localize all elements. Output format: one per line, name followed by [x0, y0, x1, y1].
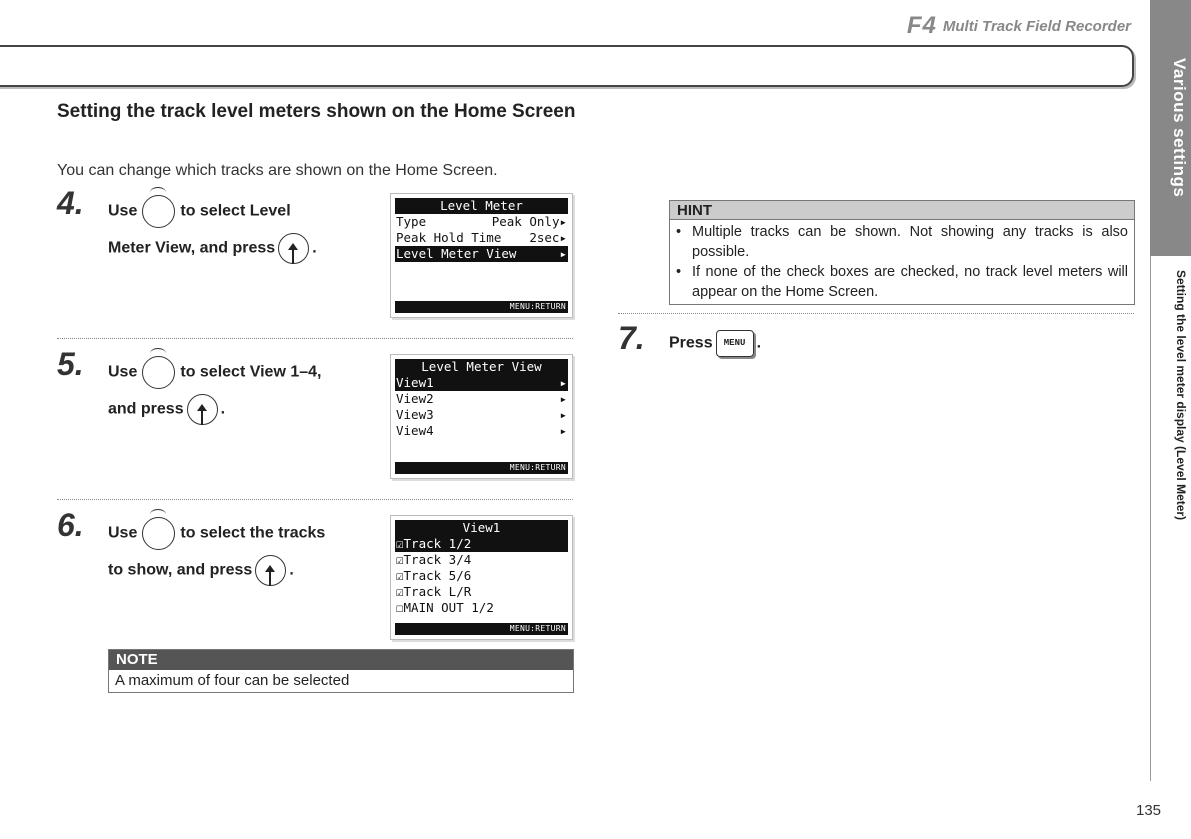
divider: [618, 313, 1134, 314]
lcd-row: View4 ▸: [396, 423, 567, 438]
lcd-row-selected: ☑ Track 1/2: [395, 536, 568, 552]
lcd-title: View1: [395, 520, 568, 536]
step-7-number: 7.: [618, 320, 645, 356]
press-dial-icon: [278, 233, 309, 264]
lcd-title: Level Meter: [395, 198, 568, 214]
lcd-footer: MENU:RETURN: [395, 462, 568, 474]
section-title: Setting the track level meters shown on the Home Screen: [57, 101, 576, 122]
menu-button-icon: MENU: [716, 330, 754, 357]
hint-item: • Multiple tracks can be shown. Not showing any tracks is also possible.: [676, 224, 1128, 260]
lcd-title: Level Meter View: [395, 359, 568, 375]
lcd-row: Peak Hold Time 2sec▸: [396, 230, 567, 245]
lcd-row: ☑ Track 5/6: [396, 568, 472, 583]
press-dial-icon: [255, 555, 286, 586]
step-4-text: Use to select Level Meter View, and press .: [108, 195, 388, 264]
product-subtitle: Multi Track Field Recorder: [942, 17, 1131, 35]
divider: [57, 338, 573, 339]
header-logo: [907, 12, 1131, 40]
hint-title: HINT: [670, 201, 1134, 220]
page-number: 135: [1136, 802, 1162, 819]
divider: [57, 499, 573, 500]
step-6-number: 6.: [57, 507, 84, 543]
step-5-text: Use to select View 1–4, and press .: [108, 356, 388, 425]
lcd-row: View3 ▸: [396, 407, 567, 422]
lcd-row: View2 ▸: [396, 391, 567, 406]
step-7-text: Press MENU .: [669, 330, 869, 357]
dial-icon: [142, 195, 175, 228]
header-bar: [0, 45, 1134, 87]
checkbox-icon: ☑: [396, 536, 404, 551]
note-title: NOTE: [109, 650, 573, 670]
checkbox-icon: ☐: [396, 600, 404, 615]
lcd-footer: MENU:RETURN: [395, 623, 568, 635]
lcd-row-selected: Level Meter View ▸: [396, 246, 567, 261]
hint-item: • If none of the check boxes are checked, no track level meters will appear on the Home Screen.: [676, 264, 1128, 300]
lcd-row: ☐ MAIN OUT 1/2: [396, 600, 494, 615]
lcd-screen-level-meter: [390, 193, 573, 318]
hint-body: [670, 220, 1134, 304]
side-divider: [1150, 256, 1151, 781]
lcd-row: ☑ Track 3/4: [396, 552, 472, 567]
step-5-number: 5.: [57, 346, 84, 382]
chapter-tab-label: Various settings: [1170, 58, 1189, 198]
lcd-row-selected: View1 ▸: [396, 375, 567, 390]
lcd-row: Type Peak Only▸: [396, 214, 567, 229]
hint-box: [669, 200, 1135, 305]
checkbox-icon: ☑: [396, 552, 404, 567]
step-4-number: 4.: [57, 185, 84, 221]
lcd-row: ☑ Track L/R: [396, 584, 472, 599]
product-logo: F4: [906, 12, 937, 39]
checkbox-icon: ☑: [396, 568, 404, 583]
section-tab-label: Setting the level meter display (Level Meter): [1174, 270, 1188, 521]
lcd-screen-view1: [390, 515, 573, 640]
note-text: A maximum of four can be selected: [115, 672, 350, 689]
intro-text: You can change which tracks are shown on the Home Screen.: [57, 162, 498, 179]
press-dial-icon: [187, 394, 218, 425]
dial-icon: [142, 356, 175, 389]
step-6-text: Use to select the tracks to show, and press .: [108, 517, 388, 586]
note-box: [108, 649, 574, 693]
dial-icon: [142, 517, 175, 550]
lcd-footer: MENU:RETURN: [395, 301, 568, 313]
lcd-screen-level-meter-view: [390, 354, 573, 479]
checkbox-icon: ☑: [396, 584, 404, 599]
